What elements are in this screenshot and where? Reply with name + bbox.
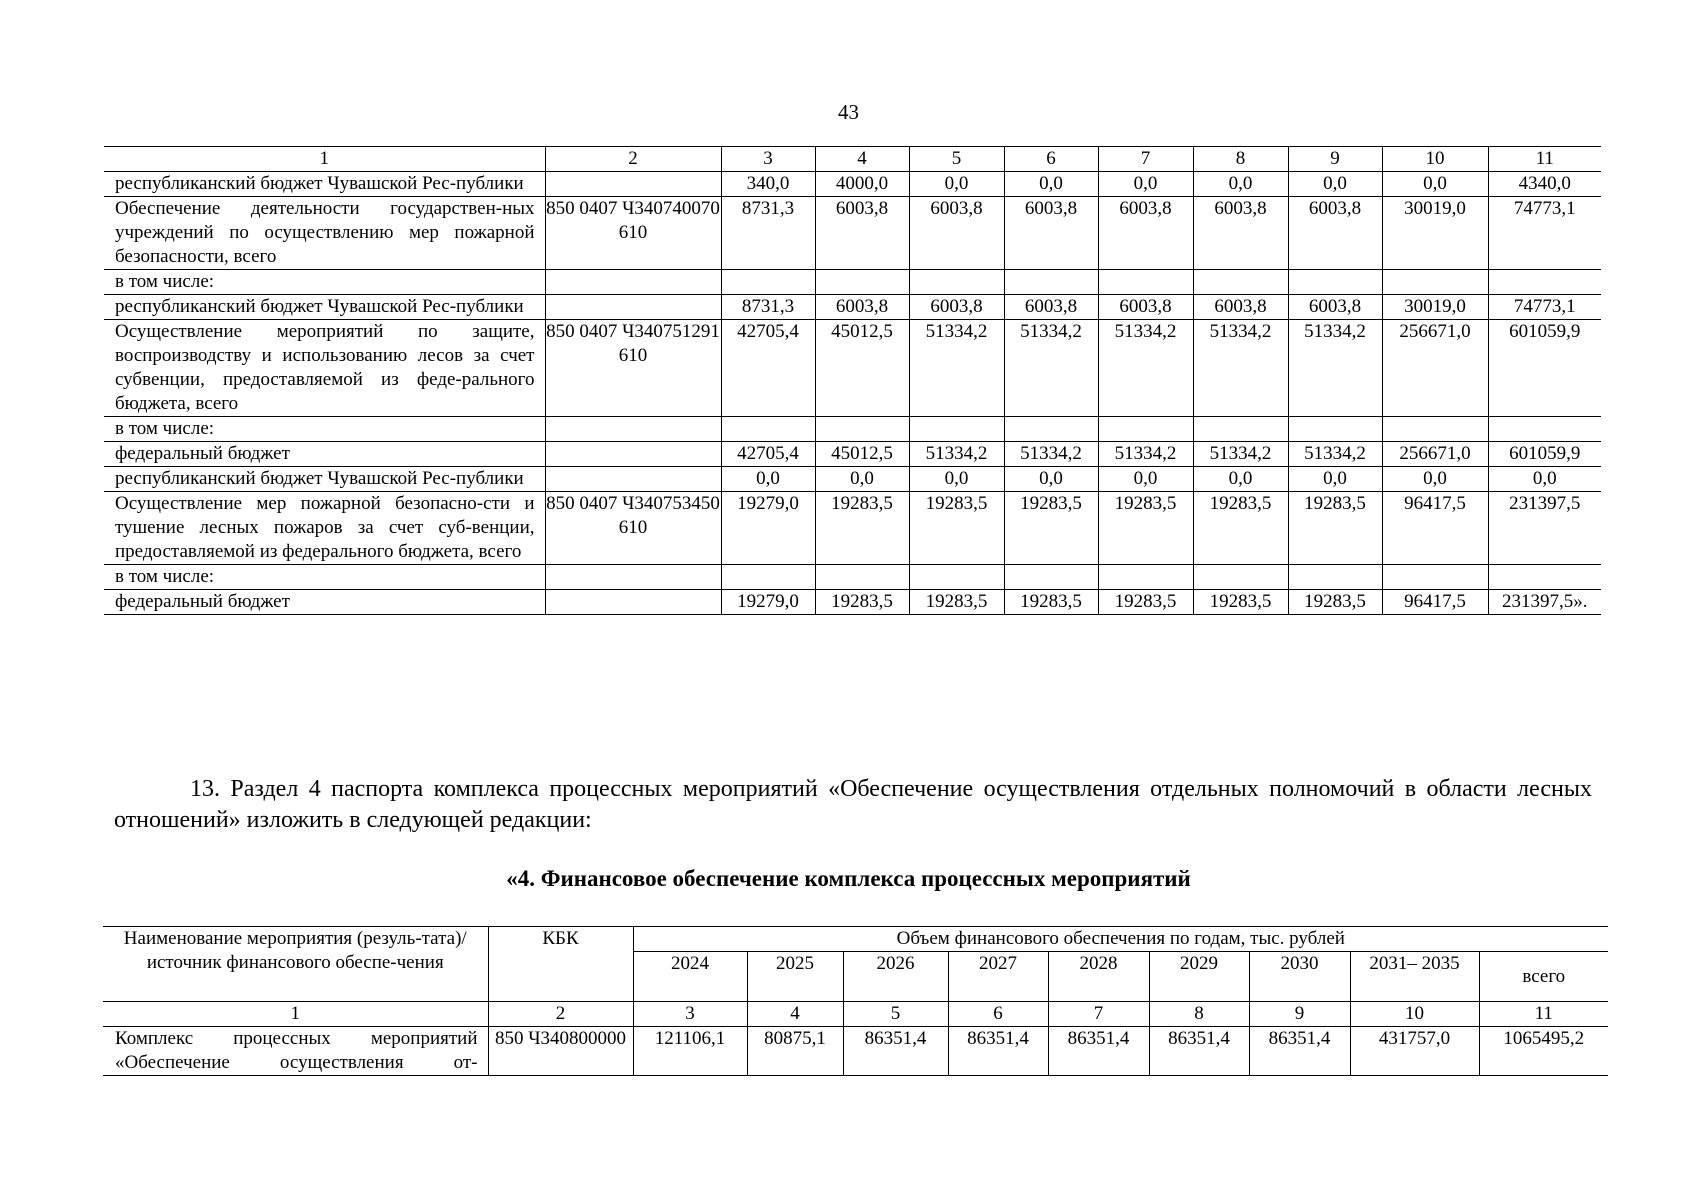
column-number: 10 <box>1382 147 1488 172</box>
row-value: 96417,5 <box>1382 492 1488 565</box>
row-name: Комплекс процессных мероприятий «Обеспечение осуществления от- <box>103 1027 488 1076</box>
row-kbk <box>545 417 721 442</box>
table-row <box>104 492 1601 565</box>
row-value <box>1488 417 1601 442</box>
column-number-row <box>103 1002 1608 1027</box>
header-year: 2027 <box>948 952 1048 1002</box>
column-number: 10 <box>1350 1002 1479 1027</box>
header-year: 2026 <box>843 952 948 1002</box>
column-number: 8 <box>1149 1002 1249 1027</box>
column-number: 7 <box>1098 147 1193 172</box>
header-year: 2031– 2035 <box>1350 952 1479 1002</box>
row-kbk <box>545 172 721 197</box>
row-value: 256671,0 <box>1382 320 1488 417</box>
row-kbk <box>545 467 721 492</box>
row-kbk <box>545 295 721 320</box>
row-kbk <box>545 590 721 615</box>
row-value: 19283,5 <box>1193 492 1288 565</box>
row-value <box>721 417 815 442</box>
column-number: 4 <box>815 147 909 172</box>
row-value: 86351,4 <box>1149 1027 1249 1076</box>
row-name: в том числе: <box>104 270 545 295</box>
row-value: 0,0 <box>1098 172 1193 197</box>
row-name: Осуществление мер пожарной безопасно-сти и тушение лесных пожаров за счет суб-венции, предоставляемой из федерального бюджета, всего <box>104 492 545 565</box>
row-value: 74773,1 <box>1488 197 1601 270</box>
row-value: 340,0 <box>721 172 815 197</box>
row-value: 19283,5 <box>815 492 909 565</box>
row-name: федеральный бюджет <box>104 442 545 467</box>
row-value <box>1098 270 1193 295</box>
row-name: республиканский бюджет Чувашской Рес-публики <box>104 172 545 197</box>
row-value: 0,0 <box>1488 467 1601 492</box>
row-value: 19279,0 <box>721 590 815 615</box>
row-value <box>1004 417 1098 442</box>
row-value: 6003,8 <box>1004 295 1098 320</box>
row-value <box>909 270 1004 295</box>
header-year: 2024 <box>633 952 747 1002</box>
header-name: Наименование мероприятия (резуль-тата)/источник финансового обеспе-чения <box>103 927 488 1002</box>
row-value <box>1288 270 1382 295</box>
row-value <box>815 565 909 590</box>
row-value: 51334,2 <box>1288 320 1382 417</box>
row-value: 19283,5 <box>909 590 1004 615</box>
row-value: 51334,2 <box>1004 320 1098 417</box>
row-value: 45012,5 <box>815 442 909 467</box>
row-value: 80875,1 <box>747 1027 843 1076</box>
row-kbk: 850 Ч340800000 <box>488 1027 633 1076</box>
row-name: федеральный бюджет <box>104 590 545 615</box>
header-year: 2029 <box>1149 952 1249 1002</box>
row-value: 6003,8 <box>1098 197 1193 270</box>
page-number: 43 <box>838 100 859 124</box>
row-value: 0,0 <box>815 467 909 492</box>
column-number: 9 <box>1249 1002 1350 1027</box>
row-value: 19283,5 <box>815 590 909 615</box>
column-number: 3 <box>721 147 815 172</box>
row-value: 231397,5». <box>1488 590 1601 615</box>
row-value <box>721 565 815 590</box>
row-value: 601059,9 <box>1488 442 1601 467</box>
row-value: 86351,4 <box>1249 1027 1350 1076</box>
row-value: 0,0 <box>909 467 1004 492</box>
table-row <box>104 197 1601 270</box>
section-title: «4. Финансовое обеспечение комплекса процессных мероприятий <box>506 866 1191 891</box>
header-volume: Объем финансового обеспечения по годам, тыс. рублей <box>633 927 1608 952</box>
row-value: 0,0 <box>1193 172 1288 197</box>
row-value: 0,0 <box>1004 172 1098 197</box>
header-year: 2028 <box>1048 952 1149 1002</box>
row-value: 0,0 <box>1004 467 1098 492</box>
row-value: 0,0 <box>1288 172 1382 197</box>
row-value <box>1004 565 1098 590</box>
row-name: Осуществление мероприятий по защите, воспроизводству и использованию лесов за счет субвенции, предоставляемой из феде-рального бюджета, всего <box>104 320 545 417</box>
bottom-table <box>103 926 1608 1076</box>
header-year: всего <box>1479 952 1608 1002</box>
column-number: 3 <box>633 1002 747 1027</box>
row-value <box>909 417 1004 442</box>
row-kbk <box>545 565 721 590</box>
row-value <box>1004 270 1098 295</box>
row-value <box>1382 417 1488 442</box>
table-row <box>104 172 1601 197</box>
row-value: 86351,4 <box>843 1027 948 1076</box>
row-value: 19283,5 <box>1098 492 1193 565</box>
row-value: 19283,5 <box>1098 590 1193 615</box>
row-value: 256671,0 <box>1382 442 1488 467</box>
column-number: 11 <box>1479 1002 1608 1027</box>
column-number: 11 <box>1488 147 1601 172</box>
row-value: 8731,3 <box>721 295 815 320</box>
header-year: 2025 <box>747 952 843 1002</box>
column-number: 5 <box>843 1002 948 1027</box>
row-value: 1065495,2 <box>1479 1027 1608 1076</box>
table-row <box>104 590 1601 615</box>
row-value: 6003,8 <box>1098 295 1193 320</box>
row-value: 30019,0 <box>1382 197 1488 270</box>
row-value <box>1193 565 1288 590</box>
row-value: 6003,8 <box>815 295 909 320</box>
row-kbk: 850 0407 Ч340740070 610 <box>545 197 721 270</box>
column-number: 1 <box>103 1002 488 1027</box>
row-value: 0,0 <box>1382 172 1488 197</box>
row-value <box>1488 270 1601 295</box>
column-number: 8 <box>1193 147 1288 172</box>
table-row <box>103 1027 1608 1076</box>
row-value: 19283,5 <box>1004 492 1098 565</box>
row-value: 0,0 <box>721 467 815 492</box>
row-kbk: 850 0407 Ч340753450 610 <box>545 492 721 565</box>
row-name: Обеспечение деятельности государствен-ных учреждений по осуществлению мер пожарной безопасности, всего <box>104 197 545 270</box>
row-value: 51334,2 <box>1004 442 1098 467</box>
row-value: 6003,8 <box>1288 295 1382 320</box>
header-year: 2030 <box>1249 952 1350 1002</box>
row-value: 45012,5 <box>815 320 909 417</box>
column-number: 1 <box>104 147 545 172</box>
row-value: 19283,5 <box>1004 590 1098 615</box>
column-number-row <box>104 147 1601 172</box>
paragraph-13: 13. Раздел 4 паспорта комплекса процессных мероприятий «Обеспечение осуществления отдельных полномочий в области лесных отношений» изложить в следующей редакции: <box>114 776 1592 833</box>
row-value: 0,0 <box>1288 467 1382 492</box>
row-value: 431757,0 <box>1350 1027 1479 1076</box>
row-value <box>1098 565 1193 590</box>
row-value: 51334,2 <box>1098 442 1193 467</box>
row-kbk <box>545 442 721 467</box>
column-number: 6 <box>1004 147 1098 172</box>
row-value: 42705,4 <box>721 320 815 417</box>
row-value: 86351,4 <box>1048 1027 1149 1076</box>
row-value: 6003,8 <box>909 197 1004 270</box>
row-value: 0,0 <box>1098 467 1193 492</box>
row-value: 19283,5 <box>1193 590 1288 615</box>
row-value: 30019,0 <box>1382 295 1488 320</box>
header-kbk: КБК <box>488 927 633 1002</box>
row-value: 19283,5 <box>1288 492 1382 565</box>
row-value: 121106,1 <box>633 1027 747 1076</box>
row-value: 19283,5 <box>1288 590 1382 615</box>
table-row <box>104 295 1601 320</box>
row-value: 0,0 <box>1382 467 1488 492</box>
row-value <box>1382 565 1488 590</box>
row-value: 4000,0 <box>815 172 909 197</box>
row-value: 51334,2 <box>1193 442 1288 467</box>
table-row <box>104 467 1601 492</box>
table-row <box>104 320 1601 417</box>
row-value: 51334,2 <box>1098 320 1193 417</box>
row-value: 51334,2 <box>1193 320 1288 417</box>
column-number: 7 <box>1048 1002 1149 1027</box>
row-value: 51334,2 <box>1288 442 1382 467</box>
row-value <box>1193 270 1288 295</box>
row-value: 6003,8 <box>1193 295 1288 320</box>
row-value: 6003,8 <box>909 295 1004 320</box>
row-value <box>1193 417 1288 442</box>
row-value <box>1382 270 1488 295</box>
row-value <box>1288 417 1382 442</box>
column-number: 4 <box>747 1002 843 1027</box>
row-value: 4340,0 <box>1488 172 1601 197</box>
column-number: 6 <box>948 1002 1048 1027</box>
row-value: 51334,2 <box>909 320 1004 417</box>
row-kbk: 850 0407 Ч340751291 610 <box>545 320 721 417</box>
row-value: 6003,8 <box>815 197 909 270</box>
row-value: 6003,8 <box>1193 197 1288 270</box>
row-value <box>1098 417 1193 442</box>
row-name: в том числе: <box>104 565 545 590</box>
header-row <box>103 927 1608 952</box>
column-number: 5 <box>909 147 1004 172</box>
row-value: 19283,5 <box>909 492 1004 565</box>
row-name: в том числе: <box>104 417 545 442</box>
row-value: 51334,2 <box>909 442 1004 467</box>
table-row <box>104 270 1601 295</box>
table-row <box>104 565 1601 590</box>
row-value: 0,0 <box>909 172 1004 197</box>
row-value <box>721 270 815 295</box>
row-value: 6003,8 <box>1288 197 1382 270</box>
row-value: 96417,5 <box>1382 590 1488 615</box>
row-value: 601059,9 <box>1488 320 1601 417</box>
row-kbk <box>545 270 721 295</box>
row-value: 231397,5 <box>1488 492 1601 565</box>
column-number: 2 <box>545 147 721 172</box>
top-table <box>104 146 1601 615</box>
table-row <box>104 417 1601 442</box>
row-value: 86351,4 <box>948 1027 1048 1076</box>
row-value <box>815 417 909 442</box>
row-value <box>1288 565 1382 590</box>
row-name: республиканский бюджет Чувашской Рес-публики <box>104 295 545 320</box>
row-value: 74773,1 <box>1488 295 1601 320</box>
row-value <box>1488 565 1601 590</box>
row-value <box>815 270 909 295</box>
row-value: 0,0 <box>1193 467 1288 492</box>
row-value <box>909 565 1004 590</box>
row-value: 6003,8 <box>1004 197 1098 270</box>
row-name: республиканский бюджет Чувашской Рес-публики <box>104 467 545 492</box>
row-value: 19279,0 <box>721 492 815 565</box>
table-row <box>104 442 1601 467</box>
row-value: 8731,3 <box>721 197 815 270</box>
column-number: 9 <box>1288 147 1382 172</box>
row-value: 42705,4 <box>721 442 815 467</box>
column-number: 2 <box>488 1002 633 1027</box>
